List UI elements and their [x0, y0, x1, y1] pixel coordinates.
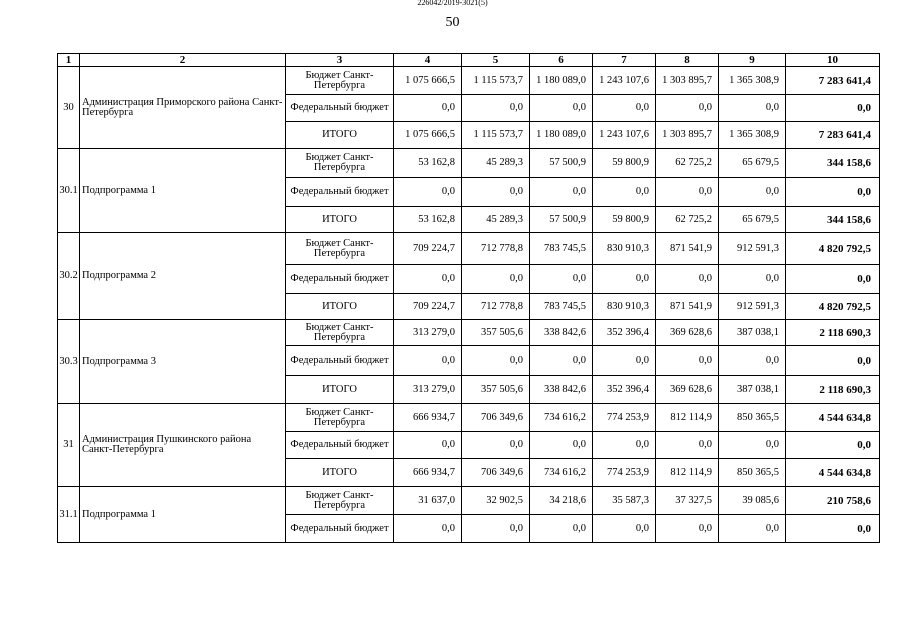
year-value: 0,0 [656, 178, 719, 207]
year-value: 57 500,9 [530, 207, 593, 233]
year-value: 783 745,5 [530, 294, 593, 320]
funding-source: Федеральный бюджет [286, 95, 394, 122]
row-number: 30.2 [58, 233, 80, 320]
column-header: 10 [786, 54, 880, 67]
total-value: 7 283 641,4 [786, 122, 880, 149]
funding-source: Бюджет Санкт-Петербурга [286, 320, 394, 346]
year-value: 338 842,6 [530, 320, 593, 346]
year-value: 0,0 [462, 95, 530, 122]
funding-source: Федеральный бюджет [286, 265, 394, 294]
year-value: 59 800,9 [593, 207, 656, 233]
year-value: 352 396,4 [593, 320, 656, 346]
year-value: 712 778,8 [462, 294, 530, 320]
total-value: 0,0 [786, 265, 880, 294]
funding-source: Бюджет Санкт-Петербурга [286, 67, 394, 95]
header-row [58, 54, 880, 67]
table-row [58, 233, 880, 265]
year-value: 0,0 [394, 346, 462, 376]
year-value: 912 591,3 [719, 294, 786, 320]
row-name: Подпрограмма 1 [80, 149, 286, 233]
row-name: Подпрограмма 2 [80, 233, 286, 320]
year-value: 0,0 [530, 432, 593, 459]
year-value: 1 365 308,9 [719, 122, 786, 149]
year-value: 706 349,6 [462, 404, 530, 432]
year-value: 0,0 [719, 346, 786, 376]
year-value: 0,0 [593, 95, 656, 122]
funding-source: ИТОГО [286, 459, 394, 487]
row-name: Подпрограмма 3 [80, 320, 286, 404]
year-value: 0,0 [462, 346, 530, 376]
year-value: 313 279,0 [394, 320, 462, 346]
year-value: 1 115 573,7 [462, 122, 530, 149]
year-value: 1 365 308,9 [719, 67, 786, 95]
year-value: 0,0 [394, 432, 462, 459]
year-value: 0,0 [719, 515, 786, 543]
table-row [58, 320, 880, 346]
year-value: 0,0 [530, 515, 593, 543]
funding-source: Федеральный бюджет [286, 515, 394, 543]
column-header: 6 [530, 54, 593, 67]
year-value: 666 934,7 [394, 459, 462, 487]
year-value: 709 224,7 [394, 294, 462, 320]
funding-source: ИТОГО [286, 294, 394, 320]
year-value: 57 500,9 [530, 149, 593, 178]
document-id: 226042/2019-3021(5) [417, 0, 488, 7]
table-row [58, 404, 880, 432]
year-value: 0,0 [530, 95, 593, 122]
year-value: 387 038,1 [719, 376, 786, 404]
year-value: 712 778,8 [462, 233, 530, 265]
year-value: 0,0 [719, 178, 786, 207]
column-header: 4 [394, 54, 462, 67]
column-header: 5 [462, 54, 530, 67]
year-value: 783 745,5 [530, 233, 593, 265]
total-value: 4 820 792,5 [786, 233, 880, 265]
total-value: 4 544 634,8 [786, 404, 880, 432]
year-value: 774 253,9 [593, 459, 656, 487]
year-value: 0,0 [530, 265, 593, 294]
year-value: 912 591,3 [719, 233, 786, 265]
year-value: 352 396,4 [593, 376, 656, 404]
total-value: 4 820 792,5 [786, 294, 880, 320]
year-value: 871 541,9 [656, 233, 719, 265]
total-value: 7 283 641,4 [786, 67, 880, 95]
year-value: 387 038,1 [719, 320, 786, 346]
year-value: 1 303 895,7 [656, 122, 719, 149]
year-value: 830 910,3 [593, 294, 656, 320]
year-value: 39 085,6 [719, 487, 786, 515]
year-value: 1 243 107,6 [593, 67, 656, 95]
year-value: 0,0 [530, 346, 593, 376]
funding-source: Федеральный бюджет [286, 346, 394, 376]
year-value: 0,0 [394, 515, 462, 543]
year-value: 357 505,6 [462, 376, 530, 404]
year-value: 357 505,6 [462, 320, 530, 346]
total-value: 344 158,6 [786, 149, 880, 178]
year-value: 666 934,7 [394, 404, 462, 432]
year-value: 45 289,3 [462, 207, 530, 233]
total-value: 2 118 690,3 [786, 376, 880, 404]
page-number: 50 [445, 15, 460, 30]
year-value: 0,0 [656, 432, 719, 459]
year-value: 709 224,7 [394, 233, 462, 265]
year-value: 0,0 [462, 265, 530, 294]
year-value: 62 725,2 [656, 207, 719, 233]
column-header: 9 [719, 54, 786, 67]
total-value: 344 158,6 [786, 207, 880, 233]
total-value: 0,0 [786, 95, 880, 122]
year-value: 1 303 895,7 [656, 67, 719, 95]
funding-source: ИТОГО [286, 207, 394, 233]
funding-source: Бюджет Санкт-Петербурга [286, 487, 394, 515]
year-value: 0,0 [593, 178, 656, 207]
year-value: 774 253,9 [593, 404, 656, 432]
column-header: 3 [286, 54, 394, 67]
year-value: 0,0 [462, 432, 530, 459]
year-value: 706 349,6 [462, 459, 530, 487]
total-value: 0,0 [786, 432, 880, 459]
year-value: 1 243 107,6 [593, 122, 656, 149]
row-number: 31 [58, 404, 80, 487]
year-value: 53 162,8 [394, 207, 462, 233]
year-value: 1 115 573,7 [462, 67, 530, 95]
funding-source: Бюджет Санкт-Петербурга [286, 404, 394, 432]
year-value: 369 628,6 [656, 376, 719, 404]
year-value: 734 616,2 [530, 404, 593, 432]
year-value: 35 587,3 [593, 487, 656, 515]
total-value: 0,0 [786, 515, 880, 543]
table-row [58, 487, 880, 515]
total-value: 0,0 [786, 178, 880, 207]
year-value: 830 910,3 [593, 233, 656, 265]
row-number: 30.3 [58, 320, 80, 404]
year-value: 0,0 [593, 346, 656, 376]
year-value: 1 180 089,0 [530, 67, 593, 95]
column-header: 2 [80, 54, 286, 67]
year-value: 0,0 [593, 432, 656, 459]
total-value: 210 758,6 [786, 487, 880, 515]
year-value: 0,0 [394, 265, 462, 294]
year-value: 313 279,0 [394, 376, 462, 404]
year-value: 1 075 666,5 [394, 122, 462, 149]
year-value: 850 365,5 [719, 459, 786, 487]
column-header: 1 [58, 54, 80, 67]
total-value: 2 118 690,3 [786, 320, 880, 346]
funding-source: Федеральный бюджет [286, 432, 394, 459]
row-name: Администрация Приморского района Санкт-Петербурга [80, 67, 286, 149]
row-number: 30 [58, 67, 80, 149]
year-value: 0,0 [719, 432, 786, 459]
year-value: 1 075 666,5 [394, 67, 462, 95]
year-value: 32 902,5 [462, 487, 530, 515]
year-value: 0,0 [719, 265, 786, 294]
year-value: 0,0 [656, 346, 719, 376]
year-value: 1 180 089,0 [530, 122, 593, 149]
year-value: 850 365,5 [719, 404, 786, 432]
funding-source: ИТОГО [286, 376, 394, 404]
year-value: 0,0 [593, 265, 656, 294]
total-value: 4 544 634,8 [786, 459, 880, 487]
table-row [58, 149, 880, 178]
year-value: 0,0 [719, 95, 786, 122]
year-value: 0,0 [656, 515, 719, 543]
row-number: 30.1 [58, 149, 80, 233]
year-value: 59 800,9 [593, 149, 656, 178]
year-value: 0,0 [462, 515, 530, 543]
table-row [58, 67, 880, 95]
row-number: 31.1 [58, 487, 80, 543]
year-value: 53 162,8 [394, 149, 462, 178]
year-value: 65 679,5 [719, 149, 786, 178]
year-value: 0,0 [656, 265, 719, 294]
year-value: 65 679,5 [719, 207, 786, 233]
year-value: 369 628,6 [656, 320, 719, 346]
year-value: 37 327,5 [656, 487, 719, 515]
year-value: 734 616,2 [530, 459, 593, 487]
column-header: 7 [593, 54, 656, 67]
year-value: 0,0 [593, 515, 656, 543]
year-value: 338 842,6 [530, 376, 593, 404]
funding-source: Федеральный бюджет [286, 178, 394, 207]
year-value: 812 114,9 [656, 404, 719, 432]
year-value: 0,0 [462, 178, 530, 207]
year-value: 45 289,3 [462, 149, 530, 178]
funding-source: Бюджет Санкт-Петербурга [286, 233, 394, 265]
year-value: 812 114,9 [656, 459, 719, 487]
year-value: 0,0 [394, 178, 462, 207]
row-name: Администрация Пушкинского района Санкт-Петербурга [80, 404, 286, 487]
year-value: 34 218,6 [530, 487, 593, 515]
year-value: 0,0 [530, 178, 593, 207]
year-value: 0,0 [394, 95, 462, 122]
year-value: 871 541,9 [656, 294, 719, 320]
funding-source: ИТОГО [286, 122, 394, 149]
total-value: 0,0 [786, 346, 880, 376]
column-header: 8 [656, 54, 719, 67]
year-value: 0,0 [656, 95, 719, 122]
funding-source: Бюджет Санкт-Петербурга [286, 149, 394, 178]
row-name: Подпрограмма 1 [80, 487, 286, 543]
year-value: 31 637,0 [394, 487, 462, 515]
budget-table [57, 53, 880, 543]
year-value: 62 725,2 [656, 149, 719, 178]
